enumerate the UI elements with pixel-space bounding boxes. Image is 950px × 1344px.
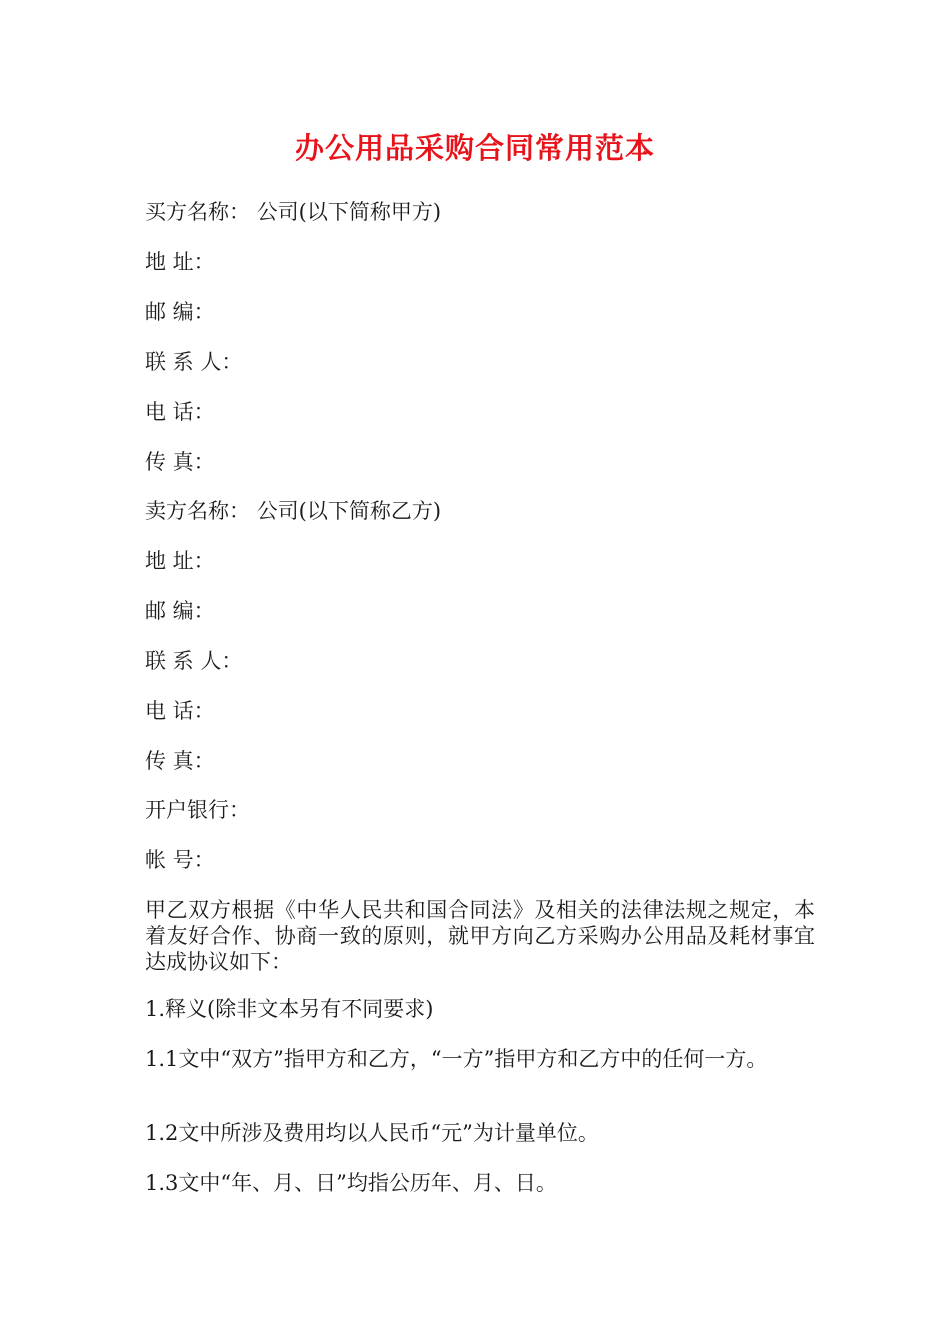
buyer-contact-label: 联 系 人： [145,350,243,374]
document-title: 办公用品采购合同常用范本 [294,131,655,165]
buyer-phone-label: 电 话： [145,400,215,424]
seller-fax-label: 传 真： [145,749,215,773]
intro-paragraph: 甲乙双方根据《中华人民共和国合同法》及相关的法律法规之规定，本着友好合作、协商一致的原则，就甲方向乙方采购办公用品及耗材事宜达成协议如下： [145,898,815,974]
clause-1-1: 1.1文中“双方”指甲方和乙方，“一方”指甲方和乙方中的任何一方。 [145,1047,768,1071]
buyer-postcode-label: 邮 编： [145,300,215,324]
seller-contact-label: 联 系 人： [145,649,243,673]
seller-account-label: 帐 号： [145,848,215,872]
buyer-fax-label: 传 真： [145,450,215,474]
buyer-address-label: 地 址： [145,250,215,274]
clause-1-3: 1.3文中“年、月、日”均指公历年、月、日。 [145,1171,557,1195]
seller-address-label: 地 址： [145,549,215,573]
seller-bank-label: 开户银行： [145,798,250,822]
seller-name-line: 卖方名称： 公司(以下简称乙方) [145,499,442,523]
seller-phone-label: 电 话： [145,699,215,723]
clause-1-2: 1.2文中所涉及费用均以人民币“元”为计量单位。 [145,1121,599,1145]
seller-postcode-label: 邮 编： [145,599,215,623]
clause-1-heading: 1.释义(除非文本另有不同要求) [145,997,434,1021]
buyer-name-line: 买方名称： 公司(以下简称甲方) [145,200,442,224]
